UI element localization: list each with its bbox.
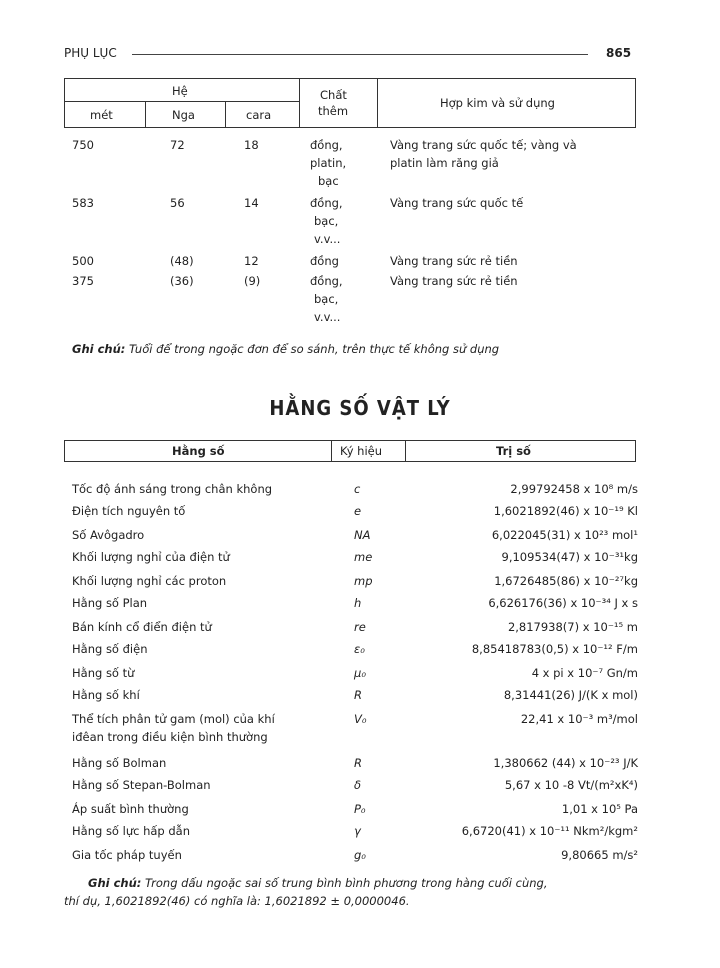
constant-value: 5,67 x 10 -8 Vt/(m²xK⁴): [504, 778, 638, 792]
constant-row: [72, 502, 638, 522]
cell-additive: v.v...: [314, 232, 341, 246]
constant-name: Hằng số Bolman: [72, 756, 167, 770]
constant-name: Tốc độ ánh sáng trong chân không: [72, 482, 273, 496]
constants-note: [88, 876, 548, 890]
constant-row: [72, 664, 638, 684]
constant-row: [72, 846, 638, 866]
header-constant-name: Hằng số: [172, 444, 225, 458]
constant-name: Khối lượng nghỉ các proton: [72, 574, 227, 588]
header-russian: Nga: [172, 108, 195, 122]
cell-carat: 14: [244, 196, 259, 210]
constant-value: 8,31441(26) J/(K x mol): [503, 688, 638, 702]
constant-symbol: V₀: [354, 712, 367, 726]
cell-russian: (36): [170, 274, 194, 288]
note-label: Ghi chú:: [88, 876, 142, 890]
header-carat: cara: [246, 108, 272, 122]
note-text: Trong dấu ngoặc sai số trung bình bình phương trong hàng cuối cùng,: [145, 876, 548, 890]
constant-row: [72, 618, 638, 638]
cell-metric: 500: [72, 254, 94, 268]
constant-value: 4 x pi x 10⁻⁷ Gn/m: [531, 666, 638, 680]
section-header: PHỤ LỤC: [64, 46, 117, 60]
cell-use: Vàng trang sức quốc tế: [390, 196, 524, 210]
constant-symbol: R: [354, 688, 362, 702]
constant-value: 1,380662 (44) x 10⁻²³ J/K: [493, 756, 638, 770]
cell-additive: đồng: [310, 254, 339, 268]
constants-note-line2: thí dụ, 1,6021892(46) có nghĩa là: 1,6021892 ± 0,0000046.: [64, 894, 410, 908]
constant-value: 22,41 x 10⁻³ m³/mol: [520, 712, 638, 726]
constant-symbol: R: [354, 756, 362, 770]
cell-additive: bạc,: [314, 214, 339, 228]
cell-russian: 72: [170, 138, 185, 152]
constant-symbol: c: [354, 482, 361, 496]
constant-symbol: h: [354, 596, 362, 610]
constant-row: [72, 526, 638, 546]
constant-name: Gia tốc pháp tuyến: [72, 848, 182, 862]
constant-row: [72, 800, 638, 820]
constant-row: [72, 640, 638, 660]
constant-symbol: μ₀: [354, 666, 366, 680]
cell-additive: platin,: [310, 156, 347, 170]
constant-symbol: P₀: [354, 802, 366, 816]
constant-row: [72, 822, 638, 842]
constant-name: Thể tích phân tử gam (mol) của khí: [72, 712, 275, 726]
constant-symbol: e: [354, 504, 362, 518]
cell-russian: (48): [170, 254, 194, 268]
constant-name: Bán kính cổ điển điện tử: [72, 620, 212, 634]
constant-value: 1,6726485(86) x 10⁻²⁷kg: [494, 574, 638, 588]
constant-value: 8,85418783(0,5) x 10⁻¹² F/m: [471, 642, 638, 656]
constant-symbol: mp: [354, 574, 373, 588]
cell-metric: 583: [72, 196, 94, 210]
header-metric: mét: [90, 108, 113, 122]
constant-symbol: re: [354, 620, 366, 634]
note-label: Ghi chú:: [72, 342, 126, 356]
header-additive-line2: thêm: [318, 104, 349, 118]
cell-use: Vàng trang sức rẻ tiền: [390, 254, 518, 268]
header-constant-symbol: Ký hiệu: [340, 444, 383, 458]
constant-name: Hằng số từ: [72, 666, 135, 680]
constant-row: [72, 594, 638, 614]
constant-row: [72, 710, 638, 750]
constant-row: [72, 480, 638, 500]
constant-name: Điện tích nguyên tố: [72, 504, 186, 518]
constant-value: 6,022045(31) x 10²³ mol¹: [491, 528, 638, 542]
page-number: 865: [606, 46, 632, 60]
constant-symbol: γ: [354, 824, 361, 838]
constant-value: 2,817938(7) x 10⁻¹⁵ m: [507, 620, 638, 634]
constant-row: [72, 754, 638, 774]
cell-use: Vàng trang sức rẻ tiền: [390, 274, 518, 288]
cell-metric: 375: [72, 274, 94, 288]
constant-row: [72, 686, 638, 706]
constant-value: 1,6021892(46) x 10⁻¹⁹ Kl: [493, 504, 638, 518]
cell-additive: đồng,: [310, 274, 343, 288]
cell-additive: v.v...: [314, 310, 341, 324]
header-rule: [132, 54, 588, 55]
alloy-note: [72, 342, 499, 356]
constant-value: 6,626176(36) x 10⁻³⁴ J x s: [488, 596, 638, 610]
cell-additive: bạc: [318, 174, 339, 188]
cell-use: platin làm răng giả: [390, 156, 499, 170]
cell-metric: 750: [72, 138, 94, 152]
constant-row: [72, 776, 638, 796]
constant-value: 2,99792458 x 10⁸ m/s: [510, 482, 638, 496]
constant-row: [72, 548, 638, 568]
header-use: Hợp kim và sử dụng: [440, 96, 555, 110]
constant-value: 9,109534(47) x 10⁻³¹kg: [501, 550, 638, 564]
cell-use: Vàng trang sức quốc tế; vàng và: [390, 138, 577, 152]
header-constant-value: Trị số: [496, 444, 531, 458]
cell-carat: 12: [244, 254, 259, 268]
cell-additive: đồng,: [310, 196, 343, 210]
constant-symbol: δ: [354, 778, 362, 792]
constant-name-continued: iđêan trong điều kiện bình thường: [72, 730, 268, 744]
constant-symbol: g₀: [354, 848, 366, 862]
constant-symbol: me: [354, 550, 373, 564]
constant-value: 1,01 x 10⁵ Pa: [561, 802, 638, 816]
header-system: Hệ: [172, 84, 188, 98]
cell-additive: bạc,: [314, 292, 339, 306]
note-text: Tuổi để trong ngoặc đơn để so sánh, trên thực tế không sử dụng: [129, 342, 500, 356]
constant-name: Số Avôgadro: [72, 528, 145, 542]
constant-name: Hằng số điện: [72, 642, 148, 656]
cell-russian: 56: [170, 196, 185, 210]
section-title: HẰNG SỐ VẬT LÝ: [269, 396, 451, 420]
constant-name: Khối lượng nghỉ của điện tử: [72, 550, 230, 564]
cell-carat: 18: [244, 138, 259, 152]
constant-name: Áp suất bình thường: [72, 802, 189, 816]
constant-symbol: ε₀: [354, 642, 365, 656]
constant-symbol: NA: [354, 528, 371, 542]
constant-name: Hằng số khí: [72, 688, 140, 702]
cell-carat: (9): [244, 274, 261, 288]
constant-value: 9,80665 m/s²: [561, 848, 638, 862]
cell-additive: đồng,: [310, 138, 343, 152]
constant-value: 6,6720(41) x 10⁻¹¹ Nkm²/kgm²: [461, 824, 638, 838]
header-additive-line1: Chất: [320, 88, 347, 102]
constant-name: Hằng số Plan: [72, 596, 148, 610]
constant-name: Hằng số Stepan-Bolman: [72, 778, 211, 792]
constant-row: [72, 572, 638, 592]
constant-name: Hằng số lực hấp dẫn: [72, 824, 191, 838]
